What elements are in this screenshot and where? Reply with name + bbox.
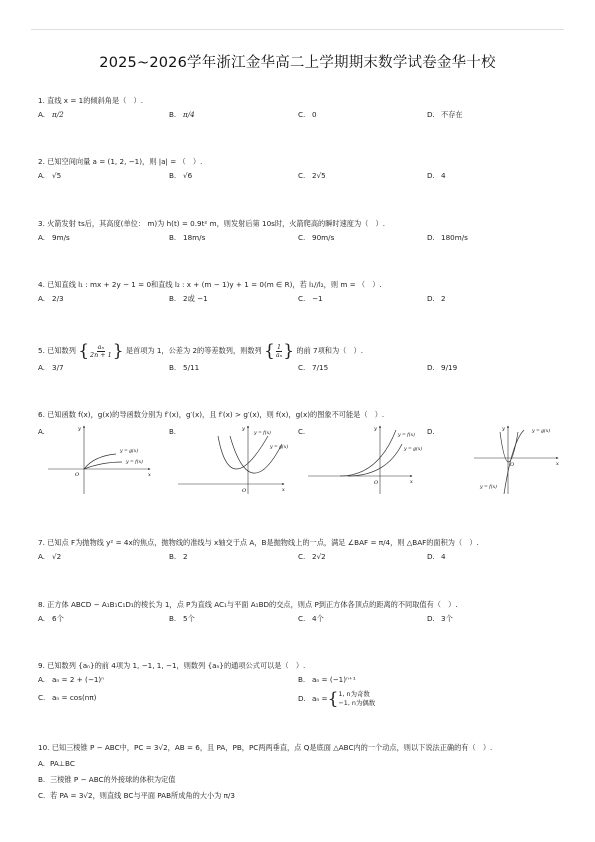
svg-text:y = f(x): y = f(x)	[398, 433, 415, 438]
option-d[interactable]: D. 不存在	[427, 110, 463, 119]
option-c[interactable]: C. 0	[298, 110, 317, 119]
graph-a[interactable]	[46, 422, 154, 496]
option-a[interactable]: A. aₙ = 2 + (−1)ⁿ	[38, 675, 105, 684]
option-d[interactable]: D. 180m/s	[427, 233, 468, 242]
option-c[interactable]: C. −1	[298, 294, 323, 303]
question-stem: 10. 已知三棱锥 P − ABC中，PC = 3√2，AB = 6，且 PA，PB，PC两两垂直，点 Q是底面 △ABC内的一个动点，则以下说法正确的有（ ）.	[38, 743, 493, 752]
question-3	[38, 219, 568, 247]
svg-text:y: y	[78, 426, 81, 432]
question-5	[38, 343, 568, 377]
svg-text:O: O	[242, 488, 247, 494]
question-stem: 7. 已知点 F为抛物线 y² = 4x的焦点，抛物线的准线与 x轴交于点 A，B是抛物线上的一点，满足 ∠BAF = π/4，则 △BAF的面积为（ ）.	[38, 538, 479, 547]
svg-text:y = g(x): y = g(x)	[404, 447, 423, 452]
option-d[interactable]: D. 2	[427, 294, 446, 303]
question-stem: 4. 已知直线 l₁ : mx + 2y − 1 = 0和直线 l₂ : x + (m − 1)y + 1 = 0(m ∈ R)，若 l₁//l₂，则 m = （ ）.	[38, 280, 382, 289]
option-a[interactable]: A. 2/3	[38, 294, 64, 303]
option-a-label[interactable]: A.	[38, 428, 45, 436]
option-b[interactable]: B. √6	[169, 171, 193, 180]
option-b[interactable]: B. π/4	[169, 110, 195, 119]
option-a[interactable]: A. √5	[38, 171, 62, 180]
options	[38, 363, 568, 377]
option-d-label[interactable]: D.	[427, 428, 435, 436]
svg-text:y = g(x): y = g(x)	[120, 449, 139, 454]
option-d[interactable]: D. 4	[427, 171, 446, 180]
svg-text:y: y	[502, 426, 505, 432]
page-title: 2025~2026学年浙江金华高二上学期期末数学试卷金华十校	[99, 55, 496, 71]
svg-text:O: O	[75, 472, 80, 478]
options-row-1	[38, 675, 568, 689]
options	[38, 110, 568, 124]
svg-text:O: O	[374, 480, 379, 486]
question-1	[38, 96, 568, 124]
option-a[interactable]: A. 9m/s	[38, 233, 70, 242]
option-d[interactable]: D. 4	[427, 552, 446, 561]
fraction: $\frac{1}{\text{aₙ}}$	[275, 342, 283, 359]
options-row-2	[38, 689, 568, 713]
option-c[interactable]: C. 4个	[298, 614, 324, 623]
option-b[interactable]: B. 18m/s	[169, 233, 206, 242]
option-c[interactable]: C. 2√5	[298, 171, 326, 180]
option-b[interactable]: B. 5/11	[169, 363, 200, 372]
option-c[interactable]: C. 2√2	[298, 552, 326, 561]
svg-text:y = g(x): y = g(x)	[532, 429, 551, 434]
question-stem: 6. 已知函数 f(x)，g(x)的导函数分别为 f′(x)，g′(x)，且 f′(x) > g′(x)，则 f(x)，g(x)的图象不可能是（ ）.	[38, 410, 385, 419]
option-b[interactable]: B. 三棱锥 P − ABC的外接球的体积为定值	[38, 775, 176, 784]
svg-text:y = g(x): y = g(x)	[270, 445, 289, 450]
option-c[interactable]: C. aₙ = cos(nπ)	[38, 693, 97, 702]
svg-text:y = f(x): y = f(x)	[126, 460, 143, 465]
svg-text:x: x	[556, 461, 559, 467]
question-4	[38, 280, 568, 308]
svg-text:y: y	[374, 426, 377, 432]
question-stem: 5. 已知数列 { $\frac{\text{aₙ}}{2n + 1}$ } 是首项为 1，公差为 2的等差数列，则数列 { $\frac{1}{\text{aₙ}}$ } 的前 7项和为（ ）.	[38, 341, 364, 361]
option-b[interactable]: B. aₙ = (−1)ⁿ⁺¹	[298, 675, 356, 684]
graph-b[interactable]	[176, 422, 288, 496]
question-8	[38, 600, 568, 628]
graph-c[interactable]	[304, 422, 423, 496]
options	[38, 171, 568, 185]
graph-d[interactable]	[434, 422, 562, 496]
options	[38, 552, 568, 566]
svg-text:O: O	[510, 462, 515, 468]
question-stem: 1. 直线 x = 1的倾斜角是（ ）.	[38, 96, 144, 105]
svg-text:y: y	[242, 426, 245, 432]
question-10	[38, 743, 568, 801]
option-b[interactable]: B. 2	[169, 552, 188, 561]
option-b-label[interactable]: B.	[169, 428, 177, 436]
svg-text:y = f(x): y = f(x)	[480, 485, 497, 490]
svg-text:x: x	[410, 479, 413, 485]
option-a[interactable]: A. 6个	[38, 614, 64, 623]
question-2	[38, 157, 568, 185]
question-stem: 9. 已知数列 {aₙ}的前 4项为 1, −1, 1, −1，则数列 {aₙ}的通项公式可以是（ ）.	[38, 661, 306, 670]
option-c-label[interactable]: C.	[298, 428, 306, 436]
question-stem: 8. 正方体 ABCD − A₁B₁C₁D₁的棱长为 1，点 P为直线 AC₁与平面 A₁BD的交点，则点 P到正方体各顶点的距离的不同取值有（ ）.	[38, 600, 458, 609]
option-c[interactable]: C. 若 PA = 3√2，则直线 BC与平面 PAB所成角的大小为 π/3	[38, 791, 235, 800]
question-stem: 3. 火箭发射 ts后，其高度(单位： m)为 h(t) = 0.9t² m，则发射后第 10s时，火箭爬高的瞬时速度为（ ）.	[38, 219, 385, 228]
svg-text:x: x	[148, 472, 151, 478]
options	[38, 233, 568, 247]
svg-text:y = f(x): y = f(x)	[254, 431, 271, 436]
option-a[interactable]: A. PA⊥BC	[38, 759, 75, 768]
option-a[interactable]: A. √2	[38, 552, 62, 561]
question-6	[38, 410, 568, 498]
options	[38, 614, 568, 628]
option-d[interactable]: D. 9/19	[427, 363, 458, 372]
option-d[interactable]: D. 3个	[427, 614, 453, 623]
svg-text:x: x	[282, 487, 285, 493]
question-7	[38, 538, 568, 566]
option-c[interactable]: C. 90m/s	[298, 233, 335, 242]
option-a[interactable]: A. π/2	[38, 110, 64, 119]
options	[38, 294, 568, 308]
question-9	[38, 661, 568, 713]
top-rule	[31, 29, 564, 30]
option-b[interactable]: B. 2或 −1	[169, 294, 208, 303]
option-a[interactable]: A. 3/7	[38, 363, 64, 372]
fraction: $\frac{\text{aₙ}}{2n + 1}$	[90, 342, 112, 359]
option-b[interactable]: B. 5个	[169, 614, 195, 623]
option-c[interactable]: C. 7/15	[298, 363, 329, 372]
option-d[interactable]: D. aₙ ={1, n为奇数 −1, n为偶数	[298, 689, 376, 709]
question-stem: 2. 已知空间向量 a = (1, 2, −1)，则 |a| = （ ）.	[38, 157, 203, 166]
